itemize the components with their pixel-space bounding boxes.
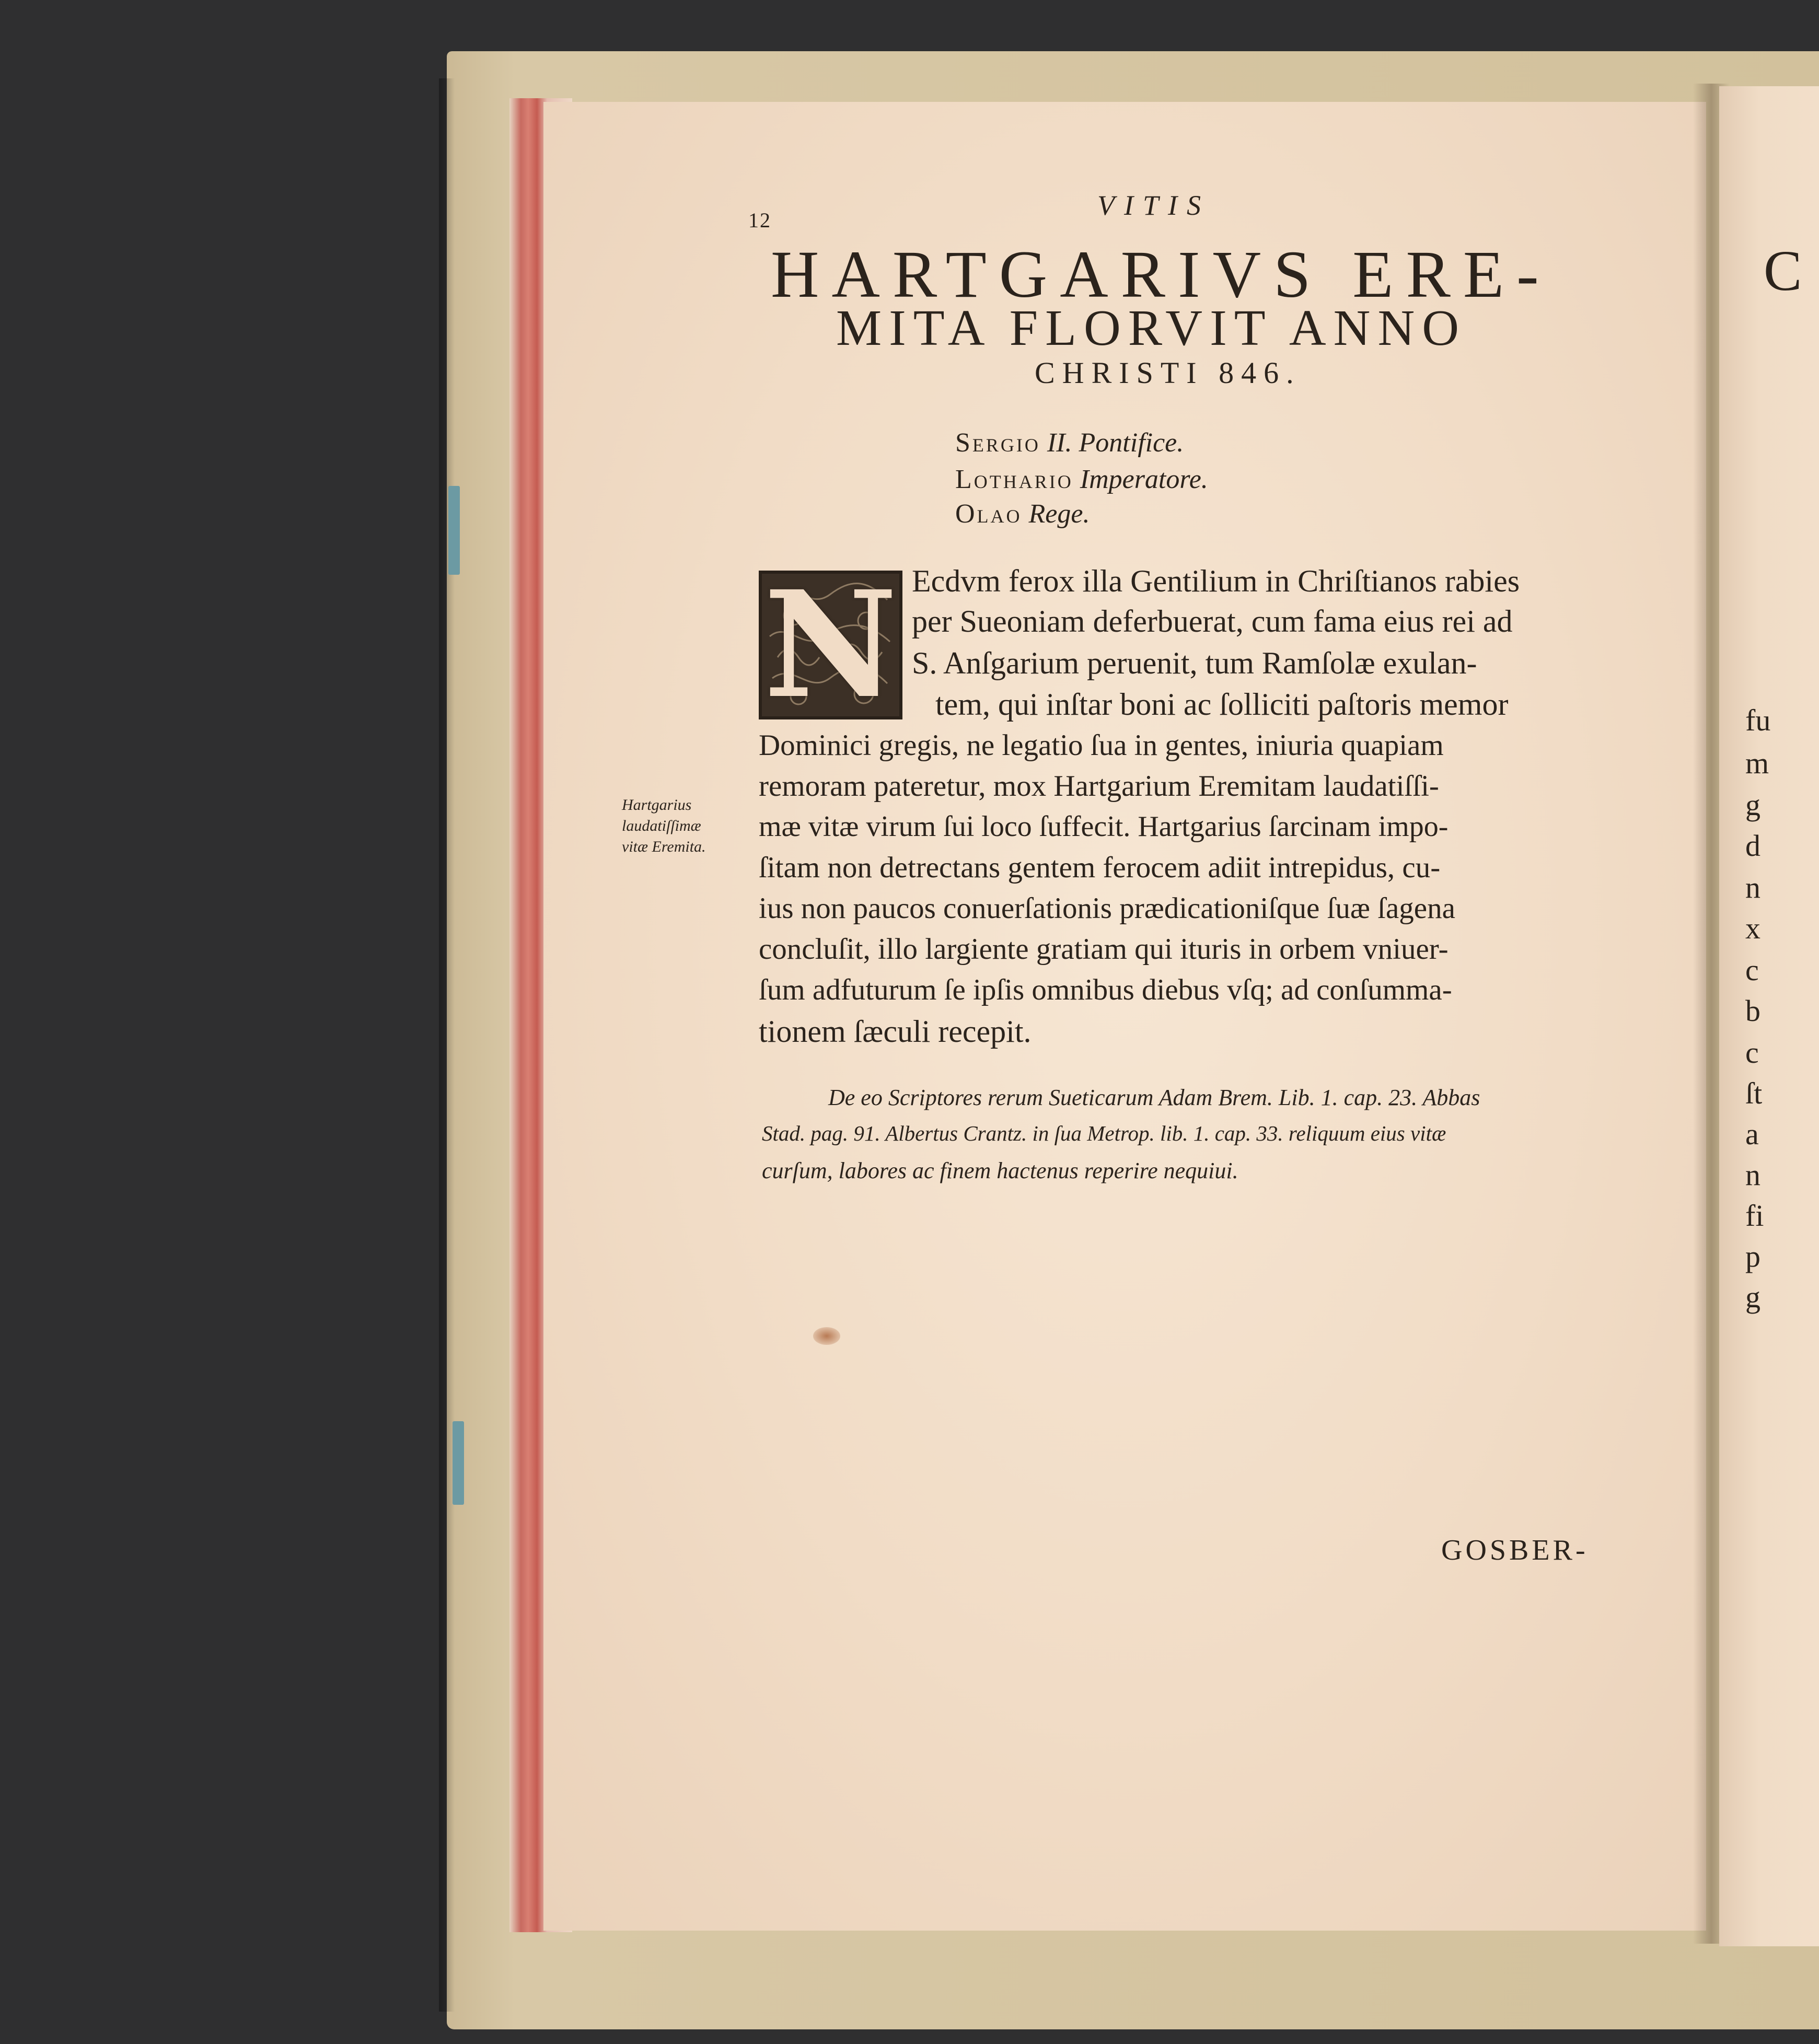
body-line-9: ius non paucos conuerſationis prædicationiſque ſuæ ſagena	[759, 892, 1455, 925]
body-line-6: remoram pateretur, mox Hartgarium Eremitam laudatiſſi-	[759, 770, 1439, 803]
body-line-11: ſum adfuturum ſe ipſis omnibus diebus vſq; ad conſumma-	[759, 973, 1452, 1006]
running-head: VITIS	[1097, 190, 1210, 221]
catchword: GOSBER-	[1441, 1534, 1589, 1566]
reign-line-emperor	[955, 464, 1208, 495]
body-line-12: tionem ſæculi recepit.	[759, 1014, 1032, 1049]
facing-page-letter: d	[1745, 829, 1760, 863]
page-number: 12	[748, 208, 771, 232]
decorated-initial	[759, 559, 902, 731]
facing-page	[1719, 86, 1819, 1946]
binding-tie-lower	[453, 1421, 464, 1505]
reign-name: Lothario	[955, 464, 1073, 494]
cover-shadow	[439, 78, 455, 2012]
facing-page-letter: C	[1764, 239, 1802, 303]
facing-page-letter: b	[1745, 994, 1760, 1028]
binding-tie-upper	[448, 486, 460, 575]
body-line-2: per Sueoniam deferbuerat, cum fama eius rei ad	[912, 604, 1513, 638]
margin-note-line-1: Hartgarius	[622, 796, 692, 814]
body-line-4: tem, qui inſtar boni ac ſolliciti paſtoris memor	[935, 687, 1509, 722]
facing-page-letter: n	[1745, 870, 1760, 904]
reign-title: Imperatore.	[1080, 464, 1208, 494]
paper-stain	[813, 1327, 840, 1345]
facing-page-letter: c	[1745, 1036, 1759, 1070]
reign-title: Rege.	[1028, 499, 1090, 529]
facing-page-letter: p	[1745, 1239, 1760, 1273]
facing-page-letter: fi	[1745, 1199, 1764, 1233]
chapter-title-line-3: CHRISTI 846.	[1035, 356, 1301, 390]
reference-line-2: Stad. pag. 91. Albertus Crantz. in ſua Metrop. lib. 1. cap. 33. reliquum eius vitæ	[762, 1121, 1446, 1145]
reign-name: Olao	[955, 499, 1022, 529]
facing-page-letter: ſt	[1745, 1076, 1763, 1110]
margin-note-line-2: laudatiſſimæ	[622, 817, 701, 834]
body-line-10: concluſit, illo largiente gratiam qui ituris in orbem vniuer-	[759, 933, 1449, 966]
initial-letter: N	[763, 559, 898, 731]
facing-page-letter: g	[1745, 788, 1760, 822]
facing-page-letter: a	[1745, 1117, 1759, 1151]
chapter-title-line-2: MITA FLORVIT ANNO	[836, 300, 1466, 356]
reign-line-pope	[955, 427, 1184, 458]
reign-line-king	[955, 498, 1090, 529]
margin-note-line-3: vitæ Eremita.	[622, 838, 706, 855]
facing-page-letter: m	[1745, 746, 1769, 780]
body-line-3: S. Anſgarium peruenit, tum Ramſolæ exulan-	[912, 646, 1477, 680]
reign-name: Sergio	[955, 428, 1040, 458]
body-line-5: Dominici gregis, ne legatio ſua in gentes, iniuria quapiam	[759, 729, 1444, 762]
facing-page-letter: g	[1745, 1280, 1760, 1314]
body-line-1: Ecdvm ferox illa Gentilium in Chriſtianos rabies	[912, 564, 1520, 598]
reference-line-1: De eo Scriptores rerum Sueticarum Adam Brem. Lib. 1. cap. 23. Abbas	[828, 1085, 1480, 1110]
body-line-7: mæ vitæ virum ſui loco ſuffecit. Hartgarius ſarcinam impo-	[759, 810, 1449, 843]
facing-page-letter: x	[1745, 911, 1760, 945]
chapter-title-line-1: HARTGARIVS ERE-	[771, 237, 1551, 311]
reign-title: II. Pontifice.	[1047, 428, 1184, 458]
facing-page-letter: fu	[1745, 703, 1771, 737]
facing-page-letter: n	[1745, 1158, 1760, 1192]
facing-page-letter: c	[1745, 953, 1759, 987]
reference-line-3: curſum, labores ac finem hactenus reperire nequiui.	[762, 1158, 1238, 1183]
body-line-8: ſitam non detrectans gentem ferocem adiit intrepidus, cu-	[759, 851, 1441, 884]
